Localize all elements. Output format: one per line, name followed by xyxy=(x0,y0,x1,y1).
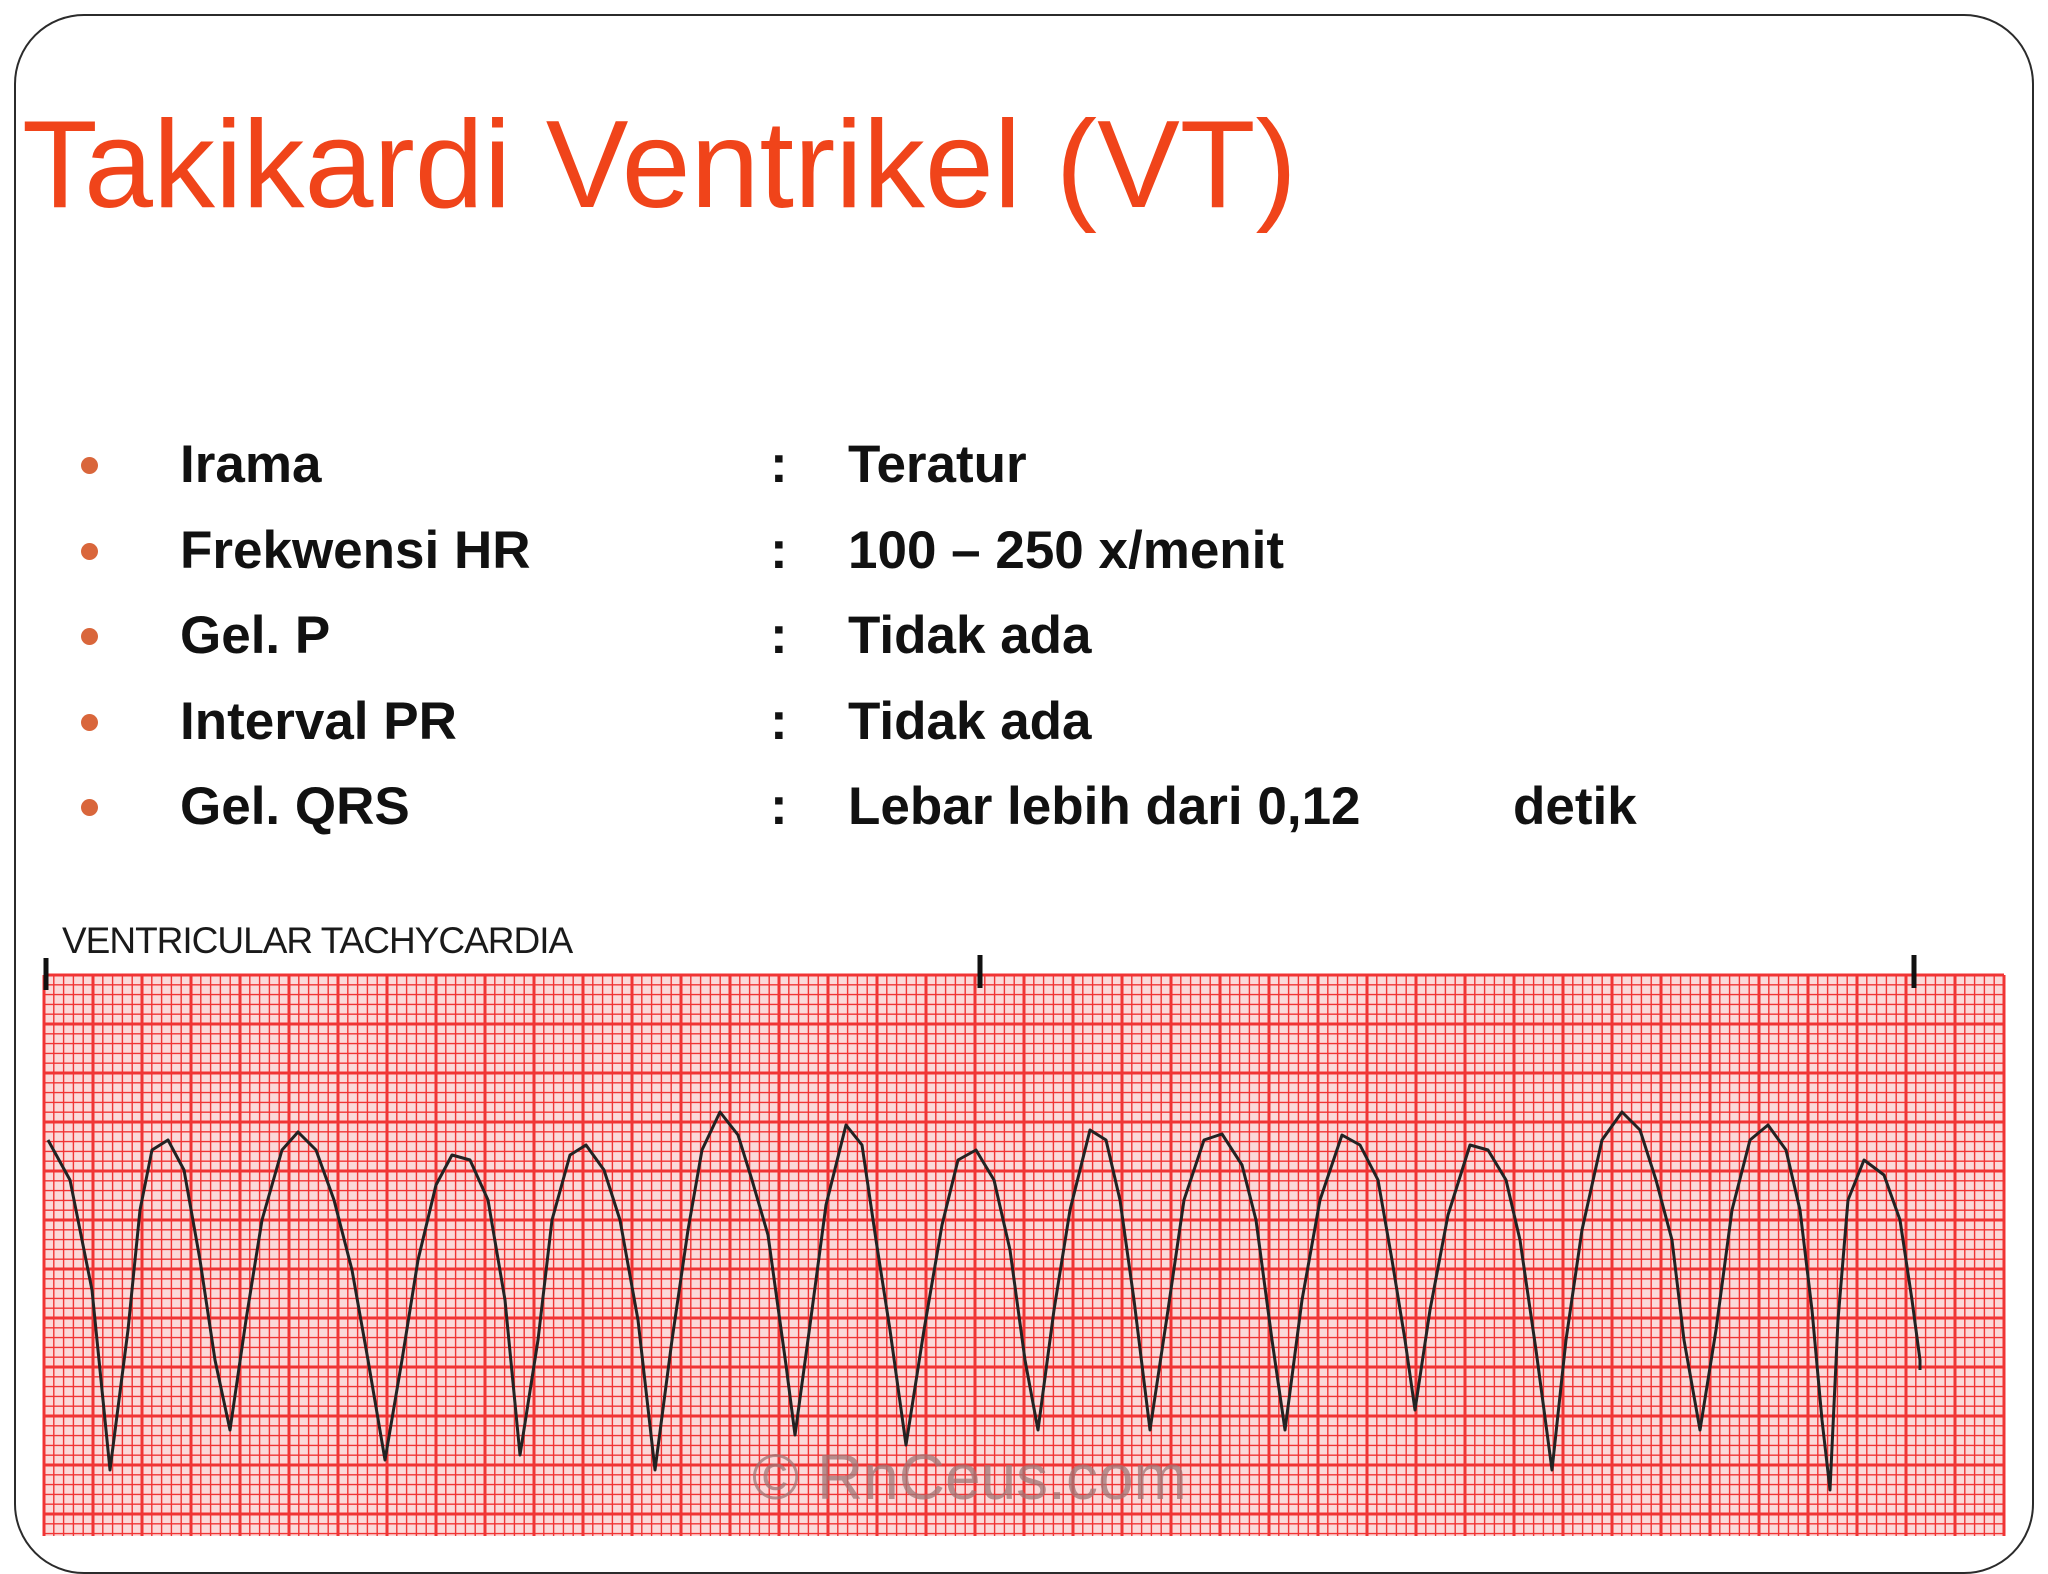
criteria-value: Tidak ada xyxy=(848,606,1092,665)
criteria-value: Teratur xyxy=(848,435,1027,494)
criteria-separator: : xyxy=(770,520,788,580)
criteria-label: Gel. QRS xyxy=(180,777,410,836)
criteria-separator: : xyxy=(770,691,788,751)
criteria-extra: detik xyxy=(1513,777,1637,836)
criteria-label: Interval PR xyxy=(180,691,457,751)
criteria-label: Gel. P xyxy=(180,606,331,665)
criteria-value: Lebar lebih dari 0,12 xyxy=(848,777,1361,836)
ecg-strip-label: VENTRICULAR TACHYCARDIA xyxy=(62,920,573,961)
criteria-separator: : xyxy=(770,606,788,665)
watermark: © RnCeus.com xyxy=(752,1441,1187,1513)
criteria-value: Tidak ada xyxy=(848,691,1092,751)
criteria-label: Irama xyxy=(180,435,322,494)
criteria-value: 100 – 250 x/menit xyxy=(848,520,1285,580)
criteria-label: Frekwensi HR xyxy=(180,520,531,580)
criteria-separator: : xyxy=(770,435,788,494)
slide-title: Takikardi Ventrikel (VT) xyxy=(22,96,1297,234)
criteria-separator: : xyxy=(770,777,788,836)
